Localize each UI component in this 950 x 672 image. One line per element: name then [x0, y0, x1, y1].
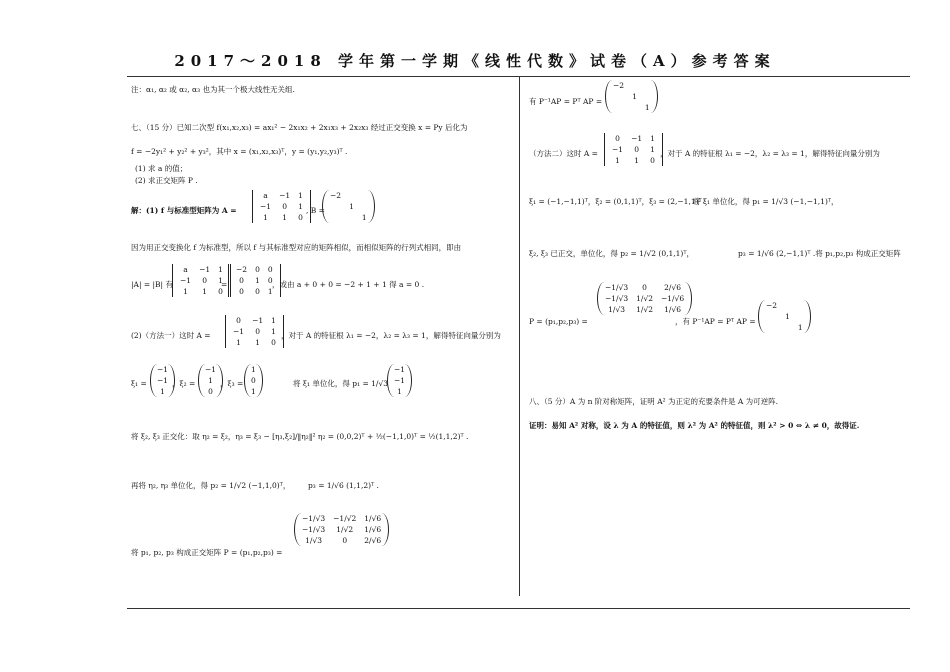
- unit-b-text: 将 ξ₁ 单位化，得 p₁ = 1/√3 (−1,−1,1)ᵀ，: [693, 197, 839, 206]
- xi1-vector: −1 −1 1: [150, 364, 175, 397]
- column-divider: [519, 76, 520, 596]
- page-title: 2017～2018 学年第一学期《线性代数》试卷（A）参考答案: [174, 52, 776, 70]
- matrix-B: −2 1 1: [322, 190, 375, 223]
- matrix-A0-right: 0 −1 1 −1 0 1 1 1 0: [604, 133, 663, 166]
- unit2-text: 再将 η₂, η₃ 单位化，得 p₂ = 1/√2 (−1,1,0)ᵀ，: [131, 481, 291, 490]
- diag-matrix-2: −2 1 1: [758, 300, 811, 333]
- solution-1: 解：(1) f 与标准型矩阵为 A =: [131, 206, 237, 215]
- det-eq: =: [221, 280, 228, 289]
- diag-matrix-1: −2 1 1: [605, 80, 658, 113]
- method2-eig: ，对于 A 的特征根 λ₁ = −2，λ₂ = λ₃ = 1，解得特征向量分别为: [660, 149, 880, 158]
- p-label-2: P = (p₁,p₂,p₃) =: [529, 317, 588, 326]
- matrix-P1: −1/√3 −1/√2 1/√6 −1/√3 1/√2 1/√6 1/√3 0 2/√6: [294, 513, 389, 546]
- det-result: ，或由 a + 0 + 0 = −2 + 1 + 1 得 a = 0 .: [272, 280, 425, 289]
- xi2-vector: −1 1 0: [198, 364, 223, 397]
- matrix-A0-left: 0 −1 1 −1 0 1 1 1 0: [225, 315, 284, 348]
- method2-text: （方法二）这时 A =: [529, 149, 598, 158]
- xi-unit-text: 将 ξ₁ 单位化，得 p₁ = 1/√3: [293, 379, 388, 388]
- p3-b-text: p₃ = 1/√6 (2,−1,1)ᵀ .将 p₁,p₂,p₃ 构成正交矩阵: [738, 249, 901, 258]
- det-B: −2 0 0 0 1 0 0 0 1: [228, 264, 281, 297]
- diag-text: 有 P⁻¹AP = Pᵀ AP =: [529, 97, 603, 106]
- p1-vector: −1 −1 1: [387, 364, 412, 397]
- xi2-label: ，ξ₂ =: [172, 379, 196, 388]
- b-label: , B =: [306, 206, 325, 215]
- q7-sub1: (1) 求 a 的值；: [135, 164, 188, 173]
- matrix-P2: −1/√3 0 2/√6 −1/√3 1/√2 −1/√6 1/√3 1/√2 1/√6: [597, 282, 692, 315]
- p-matrix-text: 将 p₁, p₂, p₃ 构成正交矩阵 P = (p₁,p₂,p₃) =: [131, 548, 283, 557]
- method1-eig: ，对于 A 的特征根 λ₁ = −2，λ₂ = λ₃ = 1，解得特征向量分别为: [281, 331, 501, 340]
- similarity-text: 因为用正交变换化 f 为标准型，所以 f 与其标准型对应的矩阵相似，而相似矩阵的行列式相同，即由: [131, 243, 462, 252]
- q7-line2: f = −2y₁² + y₂² + y₃²，其中 x = (x₁,x₂,x₃)ᵀ，y = (y₁,y₂,y₃)ᵀ .: [131, 147, 348, 156]
- det-text: |A| = |B| 有: [131, 280, 173, 289]
- xi3-label: ，ξ₃ =: [220, 379, 244, 388]
- bottom-rule: [127, 608, 910, 609]
- q7-head: 七、（15 分）已知二次型 f(x₁,x₂,x₃) = ax₁² − 2x₁x₂ + 2x₁x₃ + 2x₂x₃ 经过正交变换 x = Py 后化为: [131, 123, 468, 132]
- matrix-A-a: a −1 1 −1 0 1 1 1 0: [252, 190, 311, 223]
- unit3-text: p₃ = 1/√6 (1,1,2)ᵀ .: [308, 481, 379, 490]
- xi-vectors-2: ξ₁ = (−1,−1,1)ᵀ，ξ₂ = (0,1,1)ᵀ，ξ₃ = (2,−1,1)ᵀ .: [529, 197, 707, 206]
- xi3-vector: 1 0 1: [244, 364, 263, 397]
- p2-after-text: ，有 P⁻¹AP = Pᵀ AP =: [675, 317, 756, 326]
- proof-text: 证明：易知 A² 对称，设 λ 为 A 的特征值，则 λ² 为 A² 的特征值，则 λ² > 0 ⇔ λ ≠ 0，故得证.: [529, 421, 860, 430]
- q7-sub2: (2) 求正交矩阵 P .: [135, 176, 198, 185]
- q8-text: 八、（5 分）A 为 n 阶对称矩阵，证明 A² 为正定的充要条件是 A 为可逆阵.: [529, 397, 779, 406]
- note: 注：α₁, α₂ 或 α₂, α₃ 也为其一个极大线性无关组.: [131, 85, 295, 94]
- det-A: a −1 1 −1 0 1 1 1 0: [172, 264, 231, 297]
- method1-text: (2)（方法一）这时 A =: [131, 331, 211, 340]
- xi1-label: ξ₁ =: [131, 379, 147, 388]
- orthogonalize-text: 将 ξ₂, ξ₃ 正交化：取 η₂ = ξ₂，η₃ = ξ₃ − [η₃,ξ₂]/‖η₂‖² η₂ = (0,0,2)ᵀ + ½(−1,1,0)ᵀ = ½(1,1,2)ᵀ .: [131, 432, 469, 441]
- orth-b-text: ξ₂, ξ₃ 已正交，单位化，得 p₂ = 1/√2 (0,1,1)ᵀ，: [529, 249, 694, 258]
